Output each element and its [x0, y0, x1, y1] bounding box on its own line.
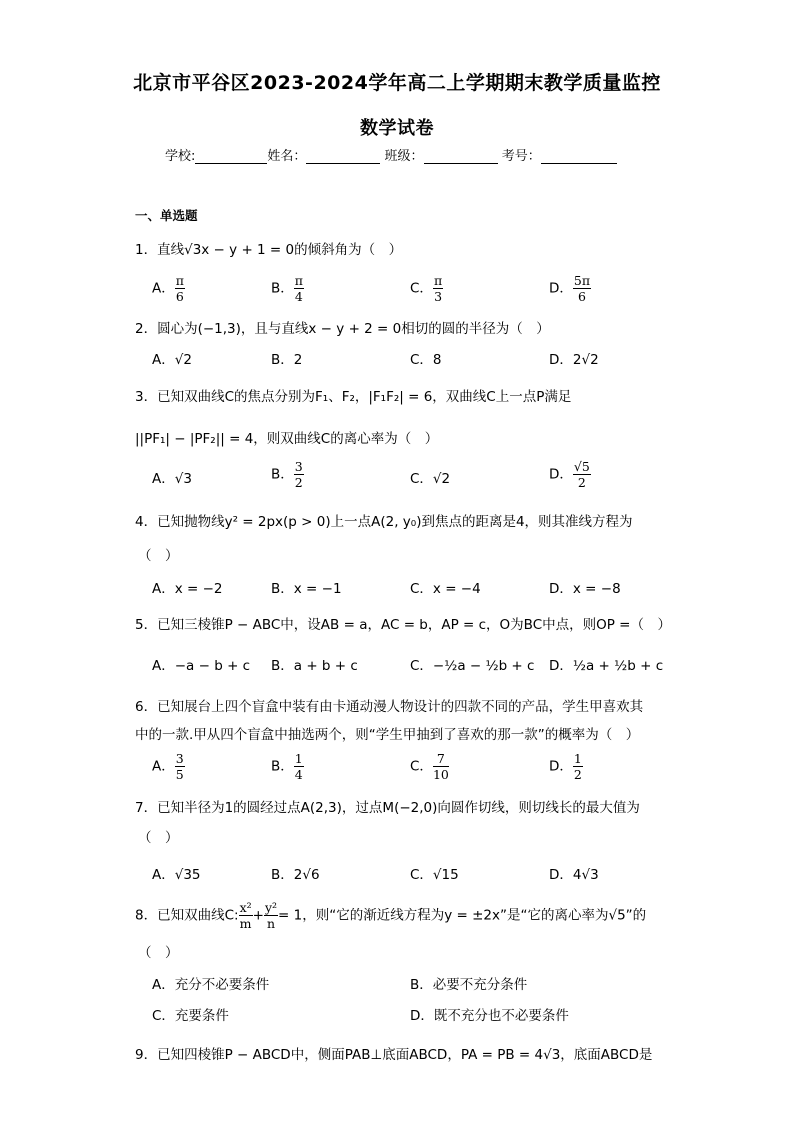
name-label: 姓名： [267, 149, 307, 164]
question-6-line1: 6．已知展台上四个盲盒中装有由卡通动漫人物设计的四款不同的产品，学生甲喜欢其 [135, 699, 644, 715]
q8-suffix: = 1，则“它的渐近线方程为y = ±2x”是“它的离心率为√5”的 [278, 907, 647, 924]
question-3-line1: 3．已知双曲线C的焦点分别为F₁、F₂，|F₁F₂| = 6，双曲线C上一点P满足 [135, 389, 572, 405]
question-6-line2: 中的一款.甲从四个盲盒中抽选两个，则“学生甲抽到了喜欢的那一款”的概率为（ ） [135, 727, 640, 743]
q2-option-d[interactable]: D．2√2 [549, 352, 599, 368]
fraction [175, 751, 185, 782]
q3-option-b[interactable] [271, 459, 304, 490]
q4-option-b[interactable]: B．x = −1 [271, 581, 342, 597]
section-heading: 一、单选题 [135, 208, 198, 223]
denominator: 6 [175, 289, 184, 304]
fraction [294, 459, 304, 490]
exam-no-label: 考号： [501, 149, 541, 164]
option-label: A． [152, 758, 175, 775]
option-label: B． [271, 466, 294, 483]
q8-option-a[interactable]: A．充分不必要条件 [152, 977, 270, 993]
fraction [175, 273, 185, 304]
numerator: 1 [294, 751, 303, 766]
q5-option-a[interactable]: A．−a − b + c [152, 658, 251, 674]
option-label: D． [549, 466, 573, 483]
q4-option-d[interactable]: D．x = −8 [549, 581, 621, 597]
q7-option-c[interactable]: C．√15 [410, 867, 459, 883]
denominator: 2 [294, 475, 303, 490]
question-7: 7．已知半径为1的圆经过点A(2,3)，过点M(−2,0)向圆作切线，则切线长的最大值为 [135, 800, 640, 816]
plus-sign: + [252, 907, 264, 924]
denominator: 4 [294, 767, 303, 782]
question-4: 4．已知抛物线y² = 2px(p > 0)上一点A(2, y₀)到焦点的距离是4，则其准线方程为 [135, 514, 633, 530]
student-info-line [165, 145, 617, 164]
q4-option-a[interactable]: A．x = −2 [152, 581, 223, 597]
fraction [433, 751, 449, 782]
option-label: C． [410, 280, 433, 297]
option-label: B． [271, 758, 294, 775]
fraction [573, 751, 583, 782]
option-label: D． [549, 280, 573, 297]
fraction [264, 900, 278, 931]
denominator: 2 [573, 767, 582, 782]
numerator: 3 [294, 459, 303, 474]
numerator: π [175, 273, 184, 288]
q5-option-d[interactable]: D．½a + ½b + c [549, 658, 664, 674]
option-label: A． [152, 280, 175, 297]
school-label: 学校: [165, 149, 196, 164]
question-3-line2: ||PF₁| − |PF₂|| = 4，则双曲线C的离心率为（ ） [135, 431, 439, 447]
denominator: 10 [432, 767, 449, 782]
exam-subtitle: 数学试卷 [360, 118, 434, 139]
name-blank[interactable] [306, 149, 380, 164]
school-blank[interactable] [195, 149, 267, 164]
q1-option-d[interactable] [549, 273, 591, 304]
q3-option-a[interactable]: A．√3 [152, 471, 192, 487]
q7-option-a[interactable]: A．√35 [152, 867, 201, 883]
option-label: D． [549, 758, 573, 775]
q3-option-d[interactable] [549, 459, 591, 490]
question-9: 9．已知四棱锥P − ABCD中，侧面PAB⊥底面ABCD，PA = PB = 4√3，底面ABCD是 [135, 1047, 653, 1063]
q3-option-c[interactable]: C．√2 [410, 471, 451, 487]
numerator: π [294, 273, 303, 288]
q5-option-b[interactable]: B．a + b + c [271, 658, 358, 674]
numerator: 5π [573, 273, 591, 288]
question-1: 1．直线√3x − y + 1 = 0的倾斜角为（ ） [135, 242, 403, 258]
q6-option-b[interactable] [271, 751, 304, 782]
numerator: 1 [573, 751, 582, 766]
q6-option-d[interactable] [549, 751, 583, 782]
numerator: y² [264, 900, 278, 915]
q4-option-c[interactable]: C．x = −4 [410, 581, 481, 597]
question-4-paren: （ ） [138, 548, 179, 564]
q6-option-c[interactable] [410, 751, 449, 782]
denominator: 6 [578, 289, 586, 304]
denominator: n [266, 916, 276, 931]
fraction [294, 751, 304, 782]
denominator: m [239, 916, 252, 931]
fraction [573, 273, 591, 304]
option-label: C． [410, 758, 433, 775]
q1-option-a[interactable] [152, 273, 185, 304]
question-8 [135, 900, 646, 931]
q6-option-a[interactable] [152, 751, 185, 782]
denominator: 3 [434, 289, 443, 304]
q1-option-b[interactable] [271, 273, 304, 304]
question-8-paren: （ ） [138, 945, 179, 961]
q2-option-a[interactable]: A．√2 [152, 352, 192, 368]
class-blank[interactable] [424, 149, 498, 164]
fraction [433, 273, 443, 304]
denominator: 2 [577, 475, 586, 490]
exam-title: 北京市平谷区2023-2024学年高二上学期期末教学质量监控 [133, 72, 661, 94]
q2-option-b[interactable]: B．2 [271, 352, 303, 368]
q1-option-c[interactable] [410, 273, 443, 304]
fraction [294, 273, 304, 304]
numerator: π [433, 273, 443, 288]
numerator: x² [239, 900, 252, 915]
q7-option-d[interactable]: D．4√3 [549, 867, 599, 883]
q8-prefix: 8．已知双曲线C: [135, 907, 239, 924]
q5-option-c[interactable]: C．−½a − ½b + c [410, 658, 535, 674]
numerator: 3 [175, 751, 184, 766]
fraction [573, 459, 591, 490]
class-label: 班级： [384, 149, 424, 164]
numerator: √5 [573, 459, 590, 474]
question-7-paren: （ ） [138, 830, 179, 846]
q7-option-b[interactable]: B．2√6 [271, 867, 320, 883]
q2-option-c[interactable]: C．8 [410, 352, 442, 368]
exam-no-blank[interactable] [541, 149, 617, 164]
option-label: B． [271, 280, 294, 297]
denominator: 5 [175, 767, 184, 782]
q8-option-d[interactable]: D．既不充分也不必要条件 [410, 1008, 569, 1024]
q8-option-b[interactable]: B．必要不充分条件 [410, 977, 528, 993]
q8-option-c[interactable]: C．充要条件 [152, 1008, 229, 1024]
denominator: 4 [294, 289, 303, 304]
question-2: 2．圆心为(−1,3)，且与直线x − y + 2 = 0相切的圆的半径为（ ） [135, 321, 550, 337]
question-5: 5．已知三棱锥P − ABC中，设AB = a，AC = b，AP = c，O为BC中点，则OP =（ ） [135, 617, 671, 633]
numerator: 7 [433, 751, 449, 767]
fraction [239, 900, 253, 931]
